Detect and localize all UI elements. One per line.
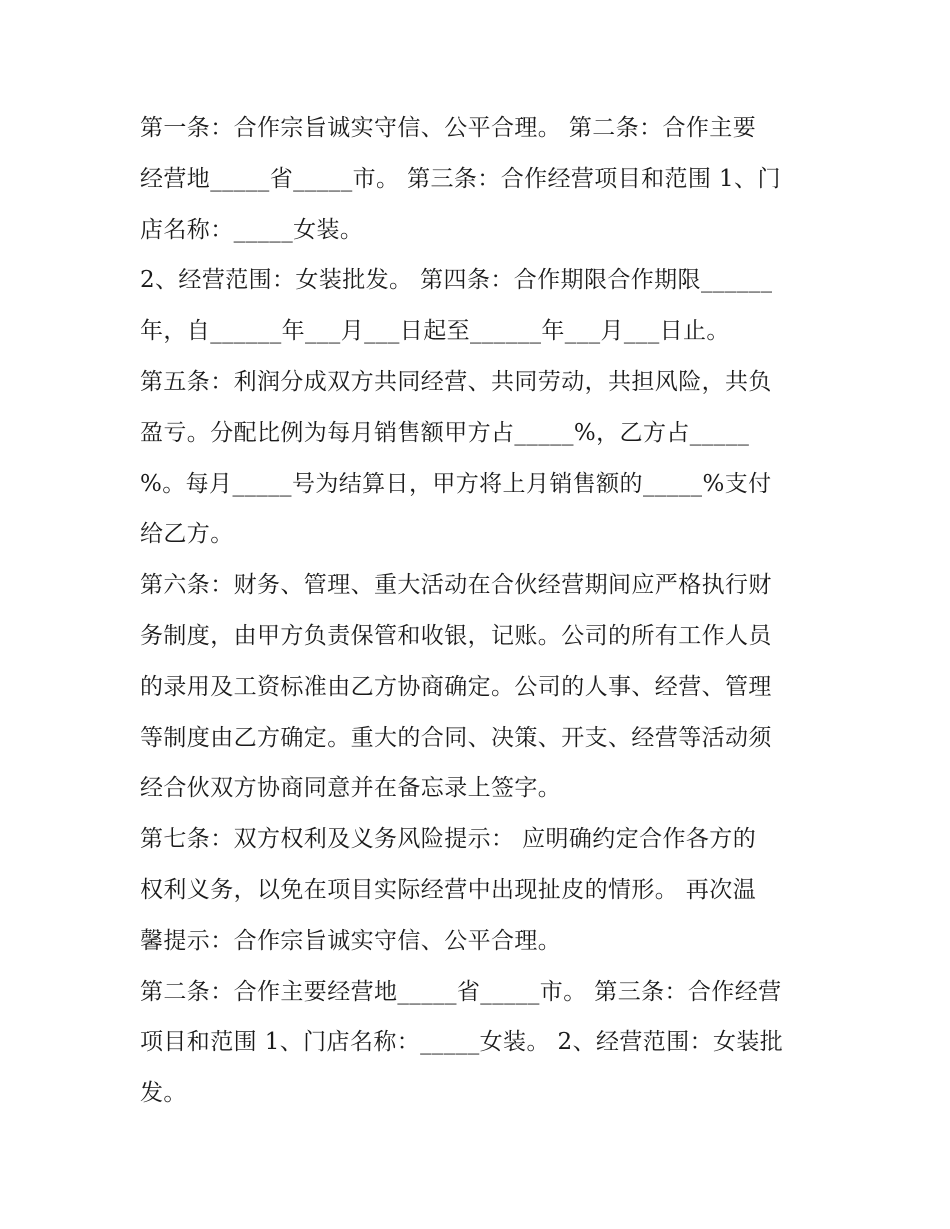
text-line: 等制度由乙方确定。重大的合同、决策、开支、经营等活动须 [140,724,772,751]
text-line: 务制度，由甲方负责保管和收银，记账。公司的所有工作人员 [140,622,772,649]
text-line: 发。 [140,1080,187,1107]
text-line: 年，自______年___月___日起至______年___月___日止。 [140,318,730,345]
text-line: 权利义务，以免在项目实际经营中出现扯皮的情形。 再次温 [140,876,757,903]
text-line: 经合伙双方协商同意并在备忘录上签字。 [140,775,562,802]
text-line: 的录用及工资标准由乙方协商确定。公司的人事、经营、管理 [140,673,772,700]
text-line: 第二条：合作主要经营地_____省_____市。 第三条：合作经营 [140,978,782,1005]
text-line: 2、经营范围：女装批发。 第四条：合作期限合作期限______ [140,267,773,294]
text-line: 第七条：双方权利及义务风险提示： 应明确约定合作各方的 [140,826,757,853]
text-line: 第一条：合作宗旨诚实守信、公平合理。 第二条：合作主要 [140,115,757,141]
text-line: 第六条：财务、管理、重大活动在合伙经营期间应严格执行财 [140,572,772,599]
text-line: 经营地_____省_____市。 第三条：合作经营项目和范围 1、门 [140,165,781,192]
text-line: 盈亏。分配比例为每月销售额甲方占_____%，乙方占_____ [140,419,750,446]
text-line: 第五条：利润分成双方共同经营、共同劳动，共担风险，共负 [140,368,772,395]
text-line: 给乙方。 [140,521,234,548]
text-line: 馨提示：合作宗旨诚实守信、公平合理。 [140,927,562,954]
text-line: 项目和范围 1、门店名称：_____女装。 2、经营范围：女装批 [140,1029,784,1056]
text-line: 店名称：_____女装。 [140,216,364,243]
text-line: %。每月_____号为结算日，甲方将上月销售额的_____%支付 [140,470,772,497]
document-body [140,103,812,1119]
